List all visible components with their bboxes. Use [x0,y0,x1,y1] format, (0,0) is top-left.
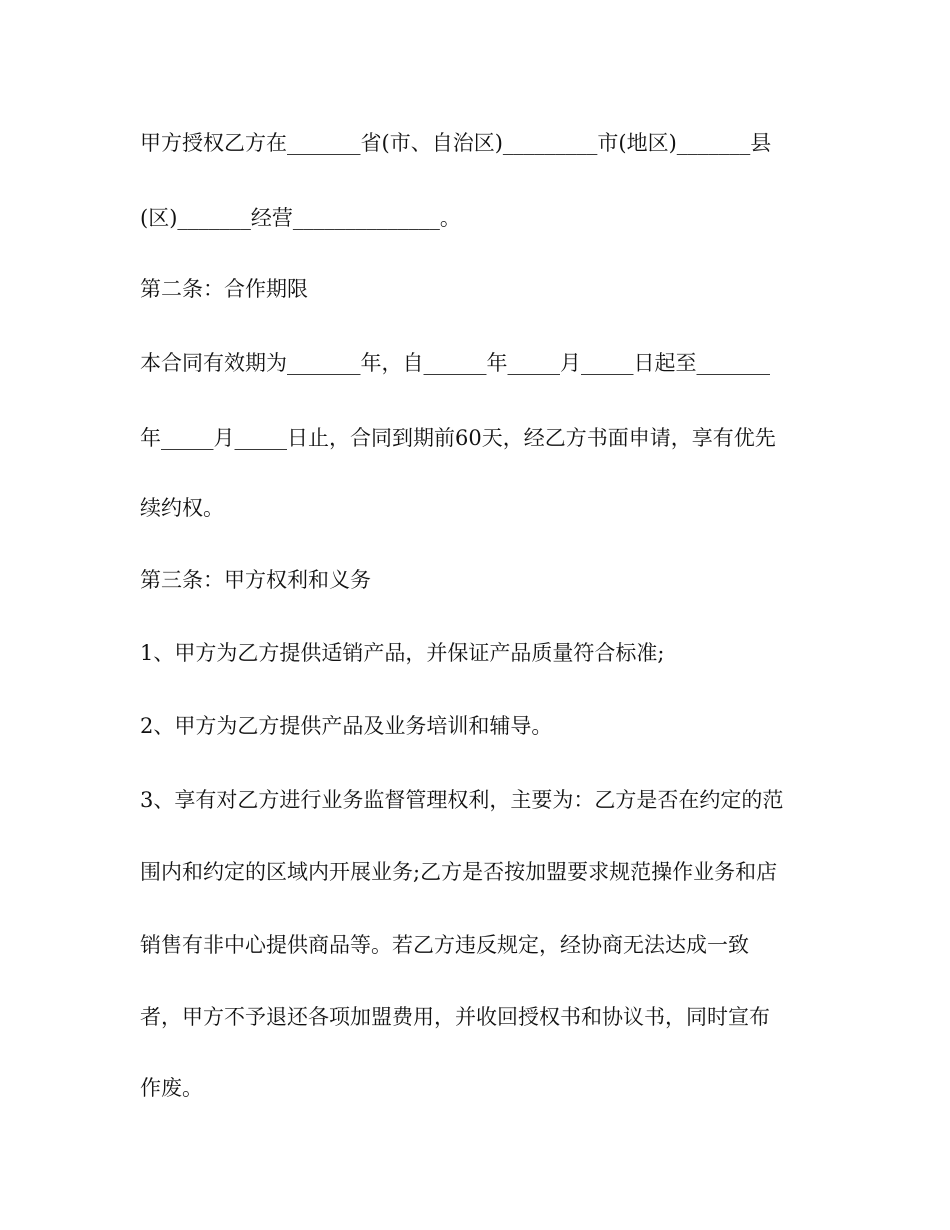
item-1: 1、甲方为乙方提供适销产品，并保证产品质量符合标准; [140,641,665,665]
item-3-line-1: 3、享有对乙方进行业务监督管理权利，主要为：乙方是否在约定的范 [140,788,784,812]
item-2: 2、甲方为乙方提供产品及业务培训和辅导。 [140,714,553,738]
article-2-heading: 第二条：合作期限 [140,277,308,301]
term-line-2: 年_____月_____日止，合同到期前60天，经乙方书面申请，享有优先 [140,426,776,450]
clause-authorization-line-2: (区)_______经营______________。 [140,206,461,230]
clause-authorization-line-1: 甲方授权乙方在_______省(市、自治区)_________市(地区)_______县 [140,131,772,155]
item-3-line-4: 者，甲方不予退还各项加盟费用，并收回授权书和协议书，同时宣布 [140,1005,770,1029]
item-3-line-3: 销售有非中心提供商品等。若乙方违反规定，经协商无法达成一致 [140,933,749,957]
term-line-1: 本合同有效期为_______年，自______年_____月_____日起至_______ [140,351,770,375]
article-3-heading: 第三条：甲方权利和义务 [140,568,371,592]
item-3-line-5: 作废。 [140,1076,203,1100]
item-3-line-2: 围内和约定的区域内开展业务;乙方是否按加盟要求规范操作业务和店 [140,860,778,884]
term-line-3: 续约权。 [140,496,224,520]
